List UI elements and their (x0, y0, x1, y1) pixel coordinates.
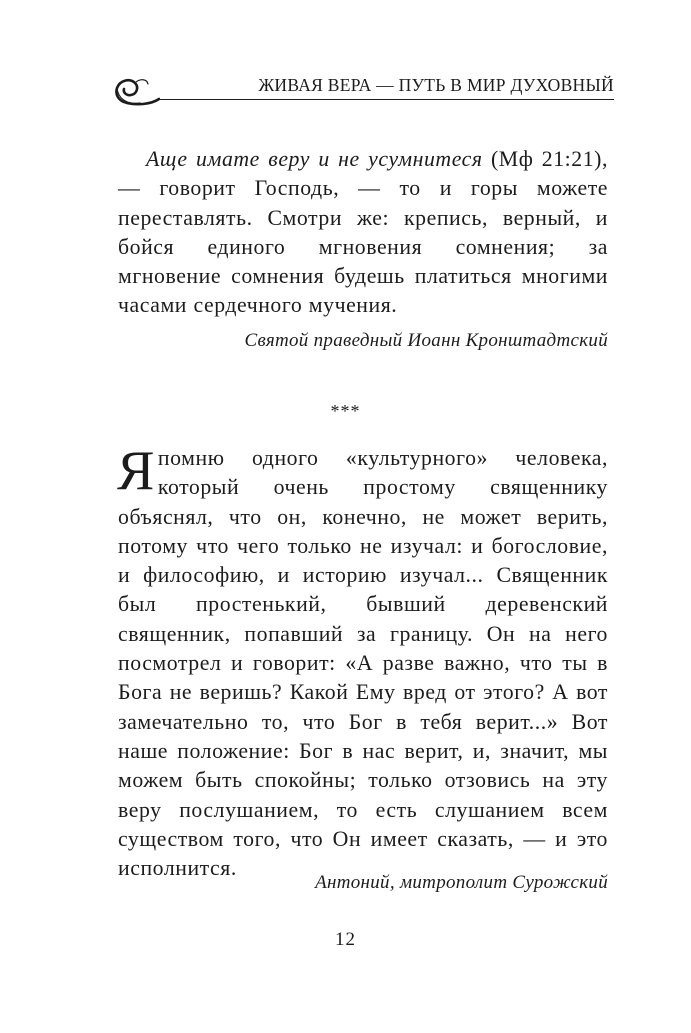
drop-cap: Я (117, 440, 155, 502)
swirl-ornament-icon (112, 70, 160, 108)
quote-body-2: помню одного «культурного» человека, который очень простому священнику объяснял, что он, конечно, не может верить, потому что чего только не изучал: и богословие, и философию, и историю изучал... Священник был простенький, бывший деревенский священник, попавший за границу. Он на него посмотрел и говорит: «А разве важно, что ты в Бога не веришь? Какой Ему вред от этого? А вот замечательно то, что Бог в тебя верит...» Вот наше положение: Бог в нас верит, и, значит, мы можем быть спокойны; только отзовись на эту веру послушанием, то есть слушанием всем существом того, что Он имеет сказать, — и это исполнится. (118, 446, 608, 881)
header-title: ЖИВАЯ ВЕРА — ПУТЬ В МИР ДУХОВНЫЙ (258, 75, 614, 95)
header-rule (160, 99, 614, 100)
attribution-1: Святой праведный Иоанн Кронштадтский (244, 330, 608, 351)
section-separator: *** (330, 401, 361, 421)
quote-paragraph-1 (118, 145, 608, 321)
attribution-2: Антоний, митрополит Сурожский (315, 872, 608, 893)
quote-body-1: (Мф 21:21), — говорит Господь, — то и горы можете переставлять. Смотри же: крепись, верный, и бойся единого мгновения сомнения; за мгновение сомнения будешь платиться многими часами сердечного мучения. (118, 147, 608, 318)
scripture-quote: Аще имате веру и не усумнитеся (146, 147, 483, 171)
quote-paragraph-2 (117, 440, 608, 883)
page-number: 12 (335, 929, 356, 950)
running-header (112, 66, 614, 116)
